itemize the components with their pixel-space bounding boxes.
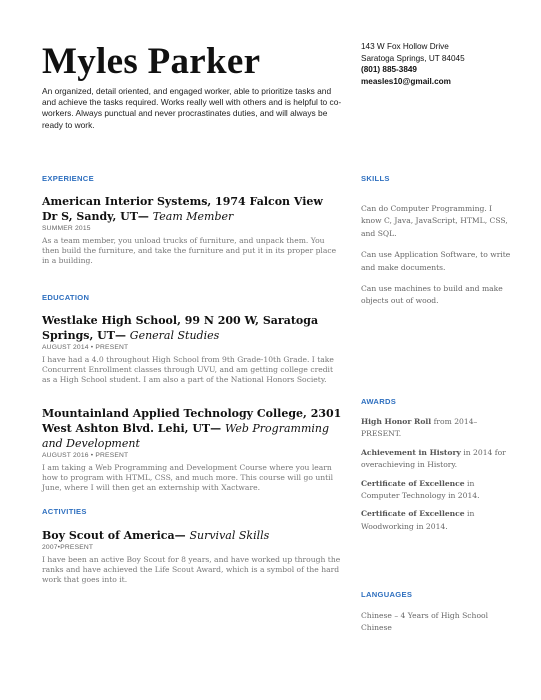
experience-entry	[42, 194, 342, 267]
award-detail: in Woodworking in 2014.	[361, 509, 475, 531]
address-line-1: 143 W Fox Hollow Drive	[361, 42, 449, 51]
skills-heading: SKILLS	[361, 174, 390, 183]
education-entry	[42, 313, 342, 386]
entry-title	[42, 528, 342, 543]
skill-item: Can do Computer Programming. I know C, Java, JavaScript, HTML, CSS, and SQL.	[361, 204, 508, 238]
education-entry	[42, 406, 342, 494]
entry-date: SUMMER 2015	[42, 225, 91, 232]
awards-heading: AWARDS	[361, 397, 397, 406]
entry-title	[42, 406, 342, 451]
award-title: Achievement in History	[361, 447, 461, 457]
address-line-2: Saratoga Springs, UT 84045	[361, 53, 465, 63]
entry-description: I have had a 4.0 throughout High School from 9th Grade-10th Grade. I take Concurrent Enrollment classes through UVU, and am getting college credit as a High School student. I am also a part of the National Honors Society.	[42, 355, 334, 385]
languages-heading: LANGUAGES	[361, 590, 413, 599]
entry-role: Web Programming and Development	[42, 422, 330, 450]
entry-description: I have been an active Boy Scout for 8 years, and have worked up through the ranks and have achieved the Life Scout Award, which is a symbol of the hard work that goes into it.	[42, 555, 341, 585]
award-item	[361, 508, 511, 533]
entry-org: Westlake High School, 99 N 200 W, Saratoga Springs, UT	[42, 314, 319, 342]
award-detail: in 2014 for overachieving in History.	[361, 447, 506, 470]
language-item: Chinese – 4 Years of High School Chinese	[361, 611, 489, 633]
activities-entry	[42, 528, 342, 586]
award-item	[361, 478, 511, 503]
entry-separator: —	[137, 210, 153, 223]
entry-org: American Interior Systems, 1974 Falcon View Dr S, Sandy, UT	[42, 195, 323, 223]
award-item	[361, 447, 511, 472]
award-item	[361, 416, 511, 441]
entry-org: Boy Scout of America	[42, 529, 175, 542]
entry-description: As a team member, you unload trucks of furniture, and unpack them. You then build the furniture, and take the furniture and put it in its proper place in a building.	[42, 236, 337, 266]
entry-separator: —	[114, 329, 130, 342]
awards-list	[361, 416, 511, 533]
entry-date: 2007•PRESENT	[42, 544, 94, 551]
entry-separator: —	[210, 422, 225, 435]
entry-separator: —	[174, 529, 190, 542]
skills-list	[361, 203, 511, 308]
entry-title	[42, 313, 342, 343]
entry-org: Mountainland Applied Technology College, 2301 West Ashton Blvd. Lehi, UT	[42, 407, 342, 435]
experience-heading: EXPERIENCE	[42, 174, 94, 183]
entry-role: Team Member	[152, 210, 234, 223]
award-title: Certificate of Excellence	[361, 509, 465, 519]
entry-role: Survival Skills	[189, 529, 270, 542]
entry-date: AUGUST 2016 • PRESENT	[42, 452, 129, 459]
contact-block	[361, 41, 536, 87]
award-detail: in Computer Technology in 2014.	[361, 478, 480, 501]
candidate-name: Myles Parker	[42, 41, 261, 82]
phone-number: (801) 885-3849	[361, 65, 417, 75]
email-address: measles10@gmail.com	[361, 76, 451, 86]
award-detail: from 2014–PRESENT.	[361, 417, 478, 439]
entry-title	[42, 194, 342, 224]
entry-description: I am taking a Web Programming and Development Course where you learn how to program with HTML, CSS, and much more. This course will go until June, where I will then get an externship with Xactware.	[42, 463, 334, 493]
entry-role: General Studies	[129, 329, 220, 342]
skill-item: Can use machines to build and make objects out of wood.	[361, 284, 503, 306]
activities-heading: ACTIVITIES	[42, 507, 87, 516]
summary-text: An organized, detail oriented, and engaged worker, able to prioritize tasks and and achieve the tasks required. Works really well with others and is helpful to co-workers. Always punctual and never procrastinates duties, and will always be ready to work.	[42, 86, 342, 130]
languages-list	[361, 610, 511, 635]
award-title: High Honor Roll	[361, 417, 432, 426]
education-heading: EDUCATION	[42, 293, 90, 302]
award-title: Certificate of Excellence	[361, 478, 465, 488]
entry-date: AUGUST 2014 • PRESENT	[42, 344, 129, 351]
skill-item: Can use Application Software, to write and make documents.	[361, 250, 511, 272]
